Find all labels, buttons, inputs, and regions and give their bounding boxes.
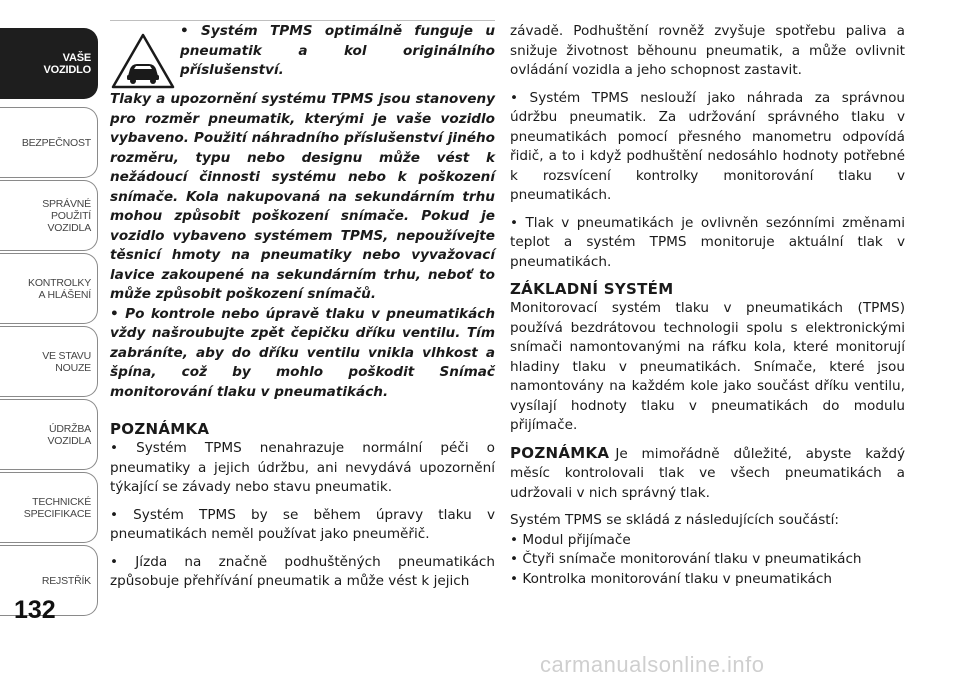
tab-bezpecnost[interactable] [0, 107, 98, 178]
tab-udrzba-vozidla[interactable] [0, 399, 98, 470]
tab-spravne-pouziti-vozidla[interactable] [0, 180, 98, 251]
note-paragraph [510, 444, 905, 504]
warning-triangle-car-icon [110, 32, 176, 90]
tab-ve-stavu-nouze[interactable] [0, 326, 98, 397]
note-heading-inline: POZNÁMKA [510, 443, 610, 462]
warning-1-lead: • Systém TPMS optimálně funguje u pneumatik a kol originálního příslušenství. [180, 23, 495, 78]
component-item: • Čtyři snímače monitorování tlaku v pneumatikách [510, 551, 862, 567]
section-body: Monitorovací systém tlaku v pneumatikách (TPMS) používá bezdrátovou technologii spolu s elektronickými snímači namontovanými na ráfku kola, které monitorují hladiny tlaku v pneumatikách. Snímače, které jsou namontovány na každém kole jako součást dříku ventilu, vysílají hodnoty tlaku v pneumatikách do modulu přijímače. [510, 300, 905, 433]
page-number: 132 [14, 596, 56, 624]
tab-label: SPRÁVNÉ POUŽITÍ VOZIDLA [42, 197, 91, 234]
left-column [110, 22, 495, 592]
right-column [510, 22, 905, 589]
tab-label: REJSTŘÍK [41, 574, 91, 587]
component-item: • Kontrolka monitorování tlaku v pneumatikách [510, 570, 832, 587]
tab-label: VAŠE VOZIDLO [43, 51, 91, 76]
continuation-text: závadě. Podhuštění rovněž zvyšuje spotřebu paliva a snižuje životnost běhounu pneumatik, a může ovlivnit ovládání vozidla a jeho schopnost zastavit. [510, 23, 905, 78]
watermark-text: carmanualsonline.info [540, 652, 765, 677]
note-heading: POZNÁMKA [110, 420, 210, 438]
tab-label: VE STAVU NOUZE [42, 349, 91, 374]
warning-block [110, 22, 495, 90]
tab-label: KONTROLKY A HLÁŠENÍ [28, 276, 91, 301]
tab-kontrolky-a-hlaseni[interactable] [0, 253, 98, 324]
warning-2-text: • Po kontrole nebo úpravě tlaku v pneumatikách vždy našroubujte zpět čepičku dříku ventilu. Tím zabráníte, aby do dříku ventilu vnikla vlhkost a špína, což by mohlo poškodit Snímač monitorování tlaku v pneumatikách. [110, 305, 495, 400]
tab-technicke-specifikace[interactable] [0, 472, 98, 543]
tab-label: BEZPEČNOST [21, 136, 91, 149]
section-heading: ZÁKLADNÍ SYSTÉM [510, 280, 674, 298]
tab-label: ÚDRŽBA VOZIDLA [47, 422, 91, 447]
components-intro: Systém TPMS se skládá z následujících součástí: [510, 512, 839, 528]
note-text: Je mimořádně důležité, abyste každý měsíc kontrolovali tlak ve všech pneumatikách a udržovali v nich správný tlak. [510, 445, 905, 501]
note-bullet: • Systém TPMS by se během úpravy tlaku v pneumatikách neměl používat jako pneuměřič. [110, 506, 495, 542]
note-bullet: • Jízda na značně podhuštěných pneumatikách způsobuje přehřívání pneumatik a může vést k jejich [110, 553, 495, 589]
warning-1-text: Tlaky a upozornění systému TPMS jsou stanoveny pro rozměr pneumatik, kterými je vaše vozidlo vybaveno. Použití náhradního příslušenství jiného rozměru, typu nebo designu může vést k nežádoucí činnosti systému nebo k poškození snímače. Kola nakupovaná na sekundárním trhu mohou způsobit poškození snímače. Pokud je vozidlo vybaveno systémem TPMS, nepoužívejte těsnicí hmoty na pneumatiky nebo vyvažovací lavice zakoupené na sekundárním trhu, neboť to může způsobit poškození snímačů. [110, 91, 495, 302]
component-item: • Modul přijímače [510, 531, 631, 548]
tab-label: TECHNICKÉ SPECIFIKACE [23, 495, 91, 520]
note-bullet: • Systém TPMS neslouží jako náhrada za správnou údržbu pneumatik. Za udržování správného tlaku v pneumatikách pomocí přesného manometru odpovídá řidič, a to i když podhuštění nedosáhlo hodnoty potřebné k rozsvícení kontrolky monitorování tlaku v pneumatikách. [510, 89, 905, 203]
note-bullet: • Systém TPMS nenahrazuje normální péči o pneumatiky a jejich údržbu, ani nevydává upozornění týkající se závady nebo stavu pneumatik. [110, 440, 495, 495]
chapter-sidebar [0, 0, 100, 678]
tab-vase-vozidlo[interactable] [0, 28, 98, 99]
note-bullet: • Tlak v pneumatikách je ovlivněn sezónními změnami teplot a systém TPMS monitoruje aktuální tlak v pneumatikách. [510, 214, 905, 270]
warning-top-rule [110, 20, 495, 21]
